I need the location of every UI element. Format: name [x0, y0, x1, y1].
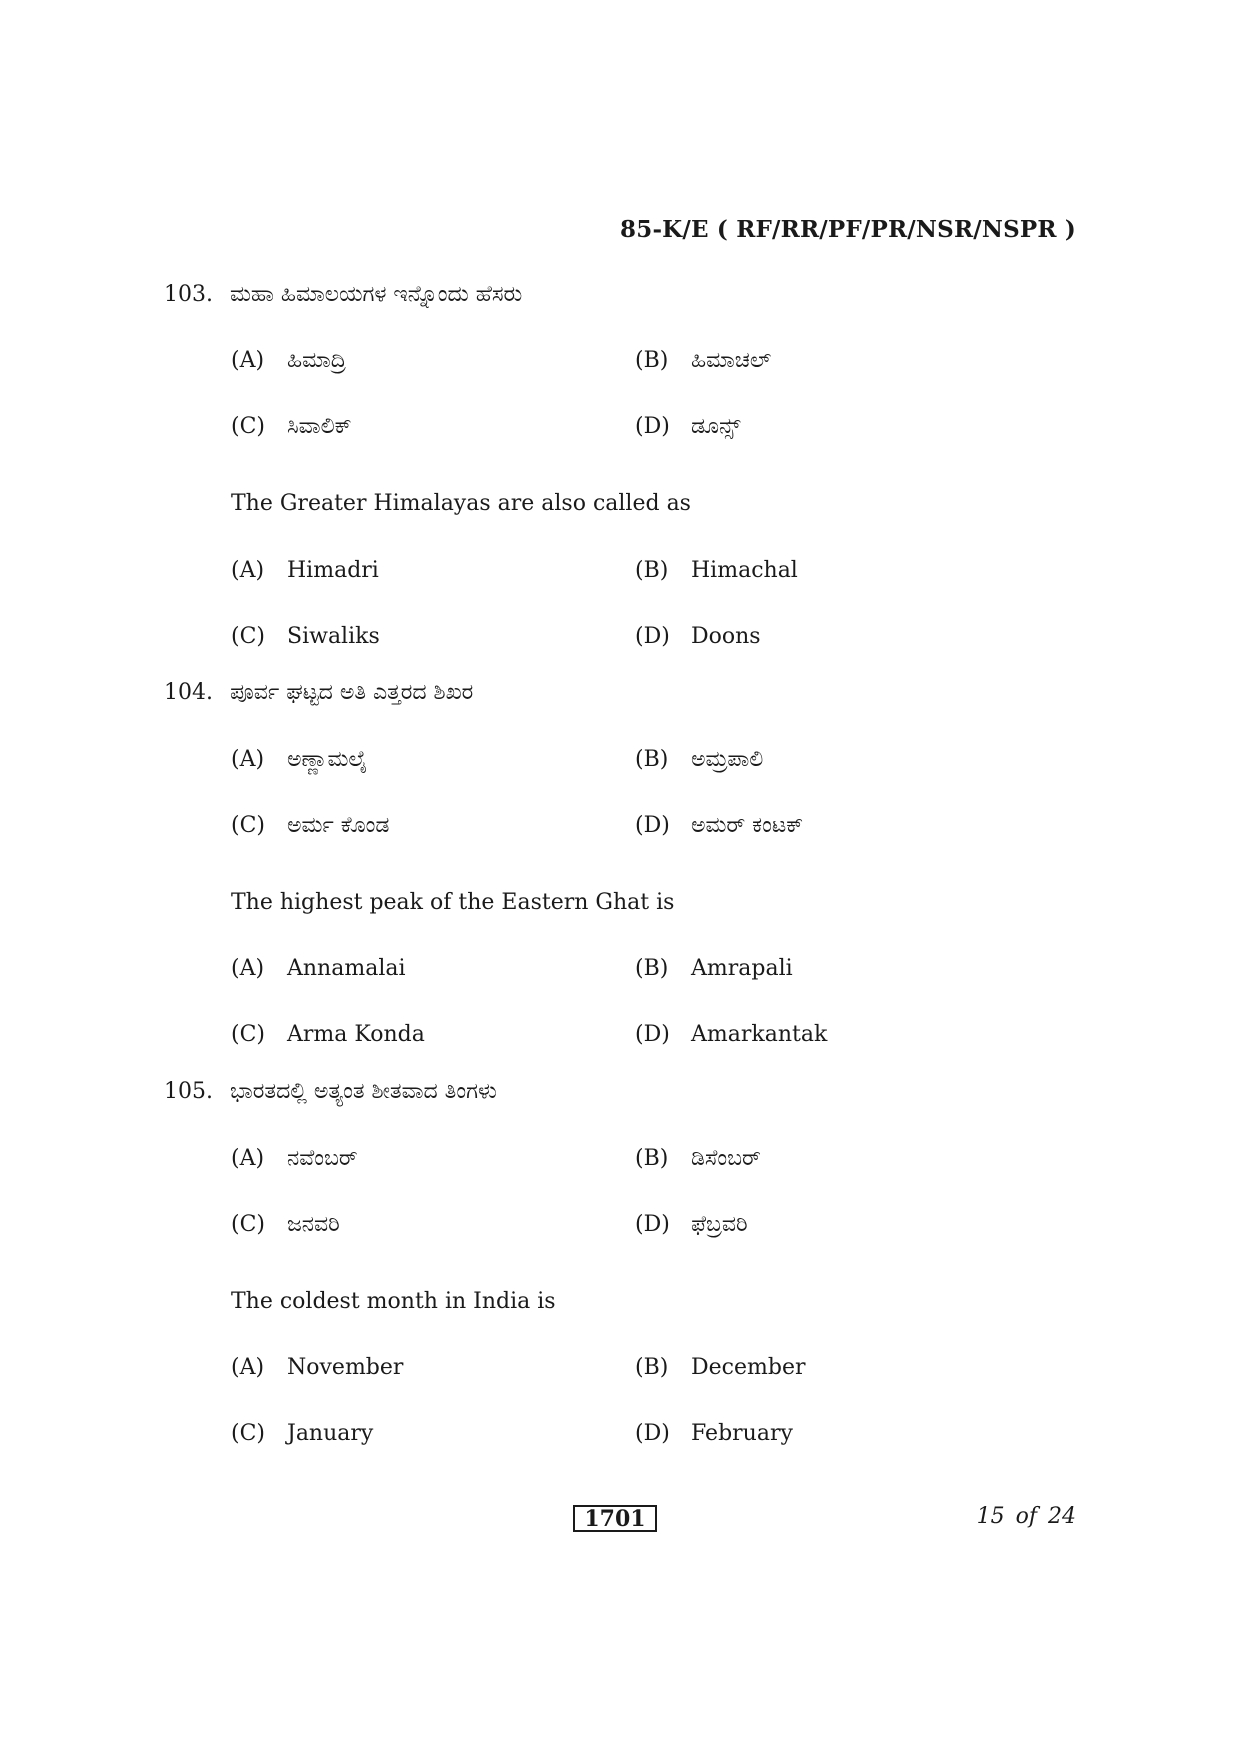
question-text-english: The coldest month in India is — [231, 1289, 556, 1314]
option-b-kannada: (B) ಹಿಮಾಚಲ್ — [635, 348, 772, 373]
option-a-english: (A) Annamalai — [231, 956, 406, 981]
page-number: 15 of 24 — [976, 1504, 1076, 1529]
option-a-english: (A) November — [231, 1355, 404, 1380]
question-text-kannada: ಭಾರತದಲ್ಲಿ ಅತ್ಯಂತ ಶೀತವಾದ ತಿಂಗಳು — [230, 1079, 497, 1104]
question-number: 104. — [164, 680, 213, 705]
option-c-english: (C) January — [231, 1421, 374, 1446]
option-c-kannada: (C) ಸಿವಾಲಿಕ್ — [231, 414, 352, 439]
option-d-kannada: (D) ಅಮರ್ ಕಂಟಕ್ — [635, 813, 804, 838]
paper-code-header: 85-K/E ( RF/RR/PF/PR/NSR/NSPR ) — [620, 216, 1076, 243]
option-a-kannada: (A) ನವೆಂಬರ್ — [231, 1146, 358, 1171]
option-c-kannada: (C) ಅರ್ಮ ಕೊಂಡ — [231, 813, 390, 838]
question-number: 105. — [164, 1079, 213, 1104]
option-c-english: (C) Siwaliks — [231, 624, 380, 649]
option-a-kannada: (A) ಹಿಮಾದ್ರಿ — [231, 348, 346, 373]
option-c-kannada: (C) ಜನವರಿ — [231, 1212, 340, 1237]
question-text-english: The Greater Himalayas are also called as — [231, 491, 691, 516]
footer-booklet-code: 1701 — [573, 1505, 657, 1532]
option-a-english: (A) Himadri — [231, 558, 379, 583]
question-105-kannada — [164, 1077, 497, 1107]
option-b-kannada: (B) ಡಿಸೆಂಬರ್ — [635, 1146, 761, 1171]
option-c-english: (C) Arma Konda — [231, 1022, 425, 1047]
option-b-english: (B) December — [635, 1355, 806, 1380]
option-d-english: (D) February — [635, 1421, 793, 1446]
question-text-kannada: ಪೂರ್ವ ಘಟ್ಟದ ಅತಿ ಎತ್ತರದ ಶಿಖರ — [230, 680, 474, 705]
option-d-english: (D) Doons — [635, 624, 761, 649]
option-b-kannada: (B) ಅಮ್ರಪಾಲಿ — [635, 747, 764, 772]
option-d-kannada: (D) ಫೆಬ್ರವರಿ — [635, 1212, 748, 1237]
option-b-english: (B) Himachal — [635, 558, 798, 583]
option-d-kannada: (D) ಡೂನ್ಸ್ — [635, 414, 741, 439]
question-103-kannada — [164, 280, 522, 310]
question-text-english: The highest peak of the Eastern Ghat is — [231, 890, 675, 915]
option-b-english: (B) Amrapali — [635, 956, 793, 981]
question-104-kannada — [164, 678, 473, 708]
option-d-english: (D) Amarkantak — [635, 1022, 828, 1047]
option-a-kannada: (A) ಅಣ್ಣಾಮಲೈ — [231, 747, 368, 772]
question-text-kannada: ಮಹಾ ಹಿಮಾಲಯಗಳ ಇನ್ನೊಂದು ಹೆಸರು — [230, 282, 523, 307]
question-number: 103. — [164, 282, 213, 307]
